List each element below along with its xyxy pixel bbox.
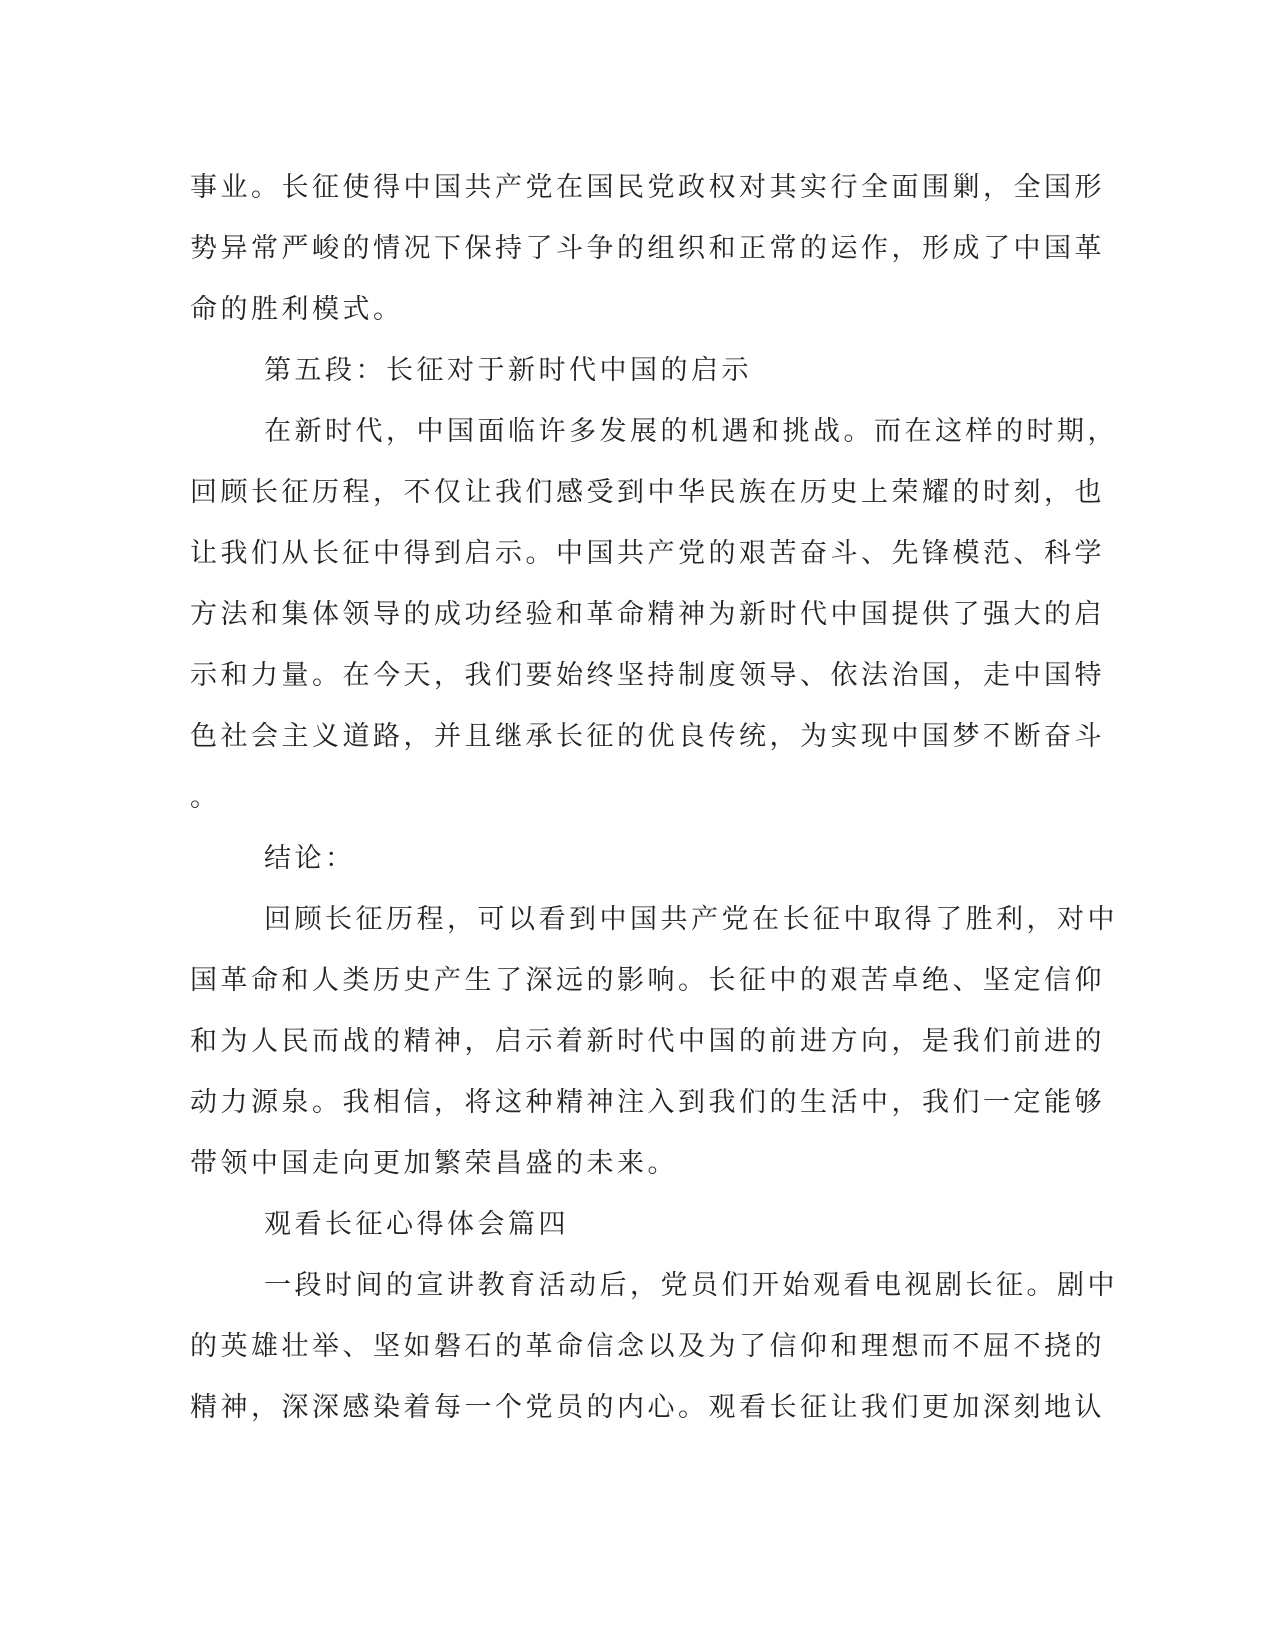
- text-line: 和为人民而战的精神，启示着新时代中国的前进方向，是我们前进的: [190, 1026, 1105, 1057]
- text-line: 。: [190, 782, 221, 813]
- text-line: 一段时间的宣讲教育活动后，党员们开始观看电视剧长征。剧中: [264, 1270, 1118, 1301]
- text-line: 第五段：长征对于新时代中国的启示: [264, 355, 752, 386]
- text-line: 方法和集体领导的成功经验和革命精神为新时代中国提供了强大的启: [190, 599, 1105, 630]
- text-line: 回顾长征历程，不仅让我们感受到中华民族在历史上荣耀的时刻，也: [190, 477, 1105, 508]
- text-line: 在新时代，中国面临许多发展的机遇和挑战。而在这样的时期，: [264, 416, 1118, 447]
- text-line: 带领中国走向更加繁荣昌盛的未来。: [190, 1148, 678, 1179]
- text-line: 让我们从长征中得到启示。中国共产党的艰苦奋斗、先锋模范、科学: [190, 538, 1105, 569]
- text-line: 势异常严峻的情况下保持了斗争的组织和正常的运作，形成了中国革: [190, 233, 1105, 264]
- text-line: 观看长征心得体会篇四: [264, 1209, 569, 1240]
- text-line: 结论：: [264, 843, 356, 874]
- text-line: 色社会主义道路，并且继承长征的优良传统，为实现中国梦不断奋斗: [190, 721, 1105, 752]
- text-line: 示和力量。在今天，我们要始终坚持制度领导、依法治国，走中国特: [190, 660, 1105, 691]
- text-line: 国革命和人类历史产生了深远的影响。长征中的艰苦卓绝、坚定信仰: [190, 965, 1105, 996]
- text-line: 精神，深深感染着每一个党员的内心。观看长征让我们更加深刻地认: [190, 1392, 1105, 1423]
- document-body: [190, 166, 1118, 1447]
- text-line: 的英雄壮举、坚如磐石的革命信念以及为了信仰和理想而不屈不挠的: [190, 1331, 1105, 1362]
- text-line: 命的胜利模式。: [190, 294, 404, 325]
- text-line: 回顾长征历程，可以看到中国共产党在长征中取得了胜利，对中: [264, 904, 1118, 935]
- text-line: 动力源泉。我相信，将这种精神注入到我们的生活中，我们一定能够: [190, 1087, 1105, 1118]
- text-line: 事业。长征使得中国共产党在国民党政权对其实行全面围剿，全国形: [190, 172, 1105, 203]
